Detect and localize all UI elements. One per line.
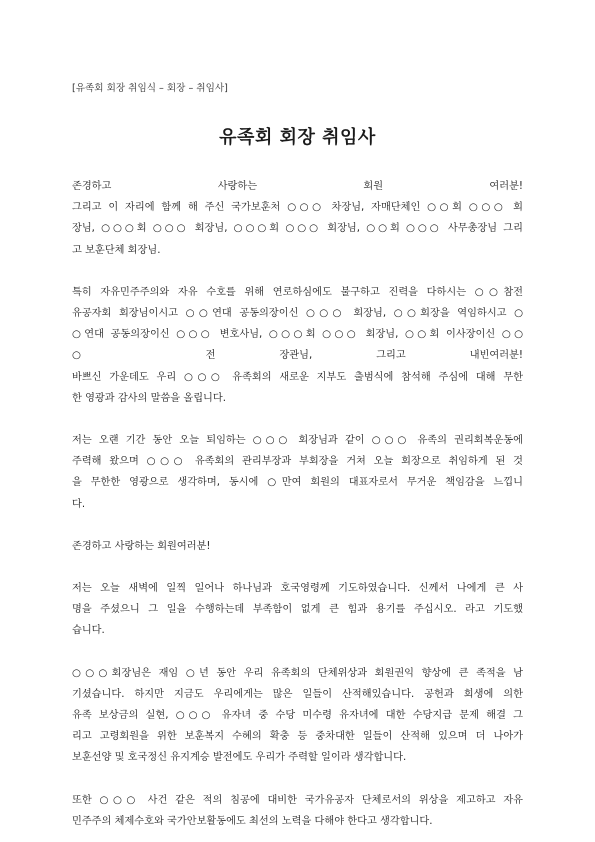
paragraph — [72, 176, 523, 261]
text-line: 주력해 왔으며 ○○○ 유족회의 관리부장과 부회장을 거쳐 오늘 회장으로 취임하게 된 것 — [72, 456, 523, 468]
text-line: ○○○회장님은 재임 ○년 동안 우리 유족회의 단체위상과 회원권익 향상에 큰 족적을 남 — [72, 667, 523, 679]
paragraph — [72, 578, 523, 642]
text-line: 존경하고 사랑하는 회원 여러분! — [72, 181, 523, 192]
text-line: 또한 ○○○ 사건 같은 적의 침공에 대비한 국가유공자 단체로서의 위상을 제고하고 자유 — [72, 794, 523, 806]
paragraph — [72, 430, 523, 515]
text-line: 저는 오늘 새벽에 일찍 일어나 하나님과 호국영령께 기도하였습니다. 신께서 나에게 큰 사 — [72, 583, 523, 595]
document-title: 유족회 회장 취임사 — [219, 127, 376, 148]
text-line: 유공자회 회장님이시고 ○○연대 공동의장이신 ○○○ 회장님, ○○회장을 역임하시고 ○ — [72, 308, 523, 320]
paragraph — [72, 663, 523, 769]
text-line: 그리고 이 자리에 함께 해 주신 국가보훈처 ○○○ 차장님, 자매단체인 ○○회 ○○○ 회 — [72, 202, 523, 214]
paragraph — [72, 282, 523, 409]
text-line: ○연대 공동의장이신 ○○○ 변호사님, ○○○회 ○○○ 회장님, ○○회 이사장이신 ○○ — [72, 329, 523, 341]
text-line: 저는 오랜 기간 동안 오늘 퇴임하는 ○○○ 회장님과 같이 ○○○ 유족의 권리회복운동에 — [72, 435, 523, 447]
text-line: 고 보훈단체 회장님. — [72, 244, 161, 256]
text-line: 유족 보상금의 실현, ○○○ 유자녀 중 수당 미수령 유자녀에 대한 수당지급 문제 해결 그 — [72, 710, 523, 722]
text-line: 존경하고 사랑하는 회원여러분! — [72, 540, 211, 552]
text-line: 장님, ○○○회 ○○○ 회장님, ○○○회 ○○○ 회장님, ○○회 ○○○ 사무총장님 그리 — [72, 223, 523, 235]
paragraph — [72, 536, 523, 557]
text-line: 보훈선양 및 호국정신 유지계승 발전에도 우리가 주력할 일이라 생각합니다. — [72, 752, 407, 764]
text-line: 습니다. — [72, 625, 105, 637]
text-line: ○ 전 장관님, 그리고 내빈여러분! — [72, 350, 523, 362]
document-body — [72, 176, 523, 832]
header-tag: [유족회 회장 취임식 – 회장 – 취임사] — [72, 83, 228, 94]
text-line: 특히 자유민주주의와 자유 수호를 위해 연로하심에도 불구하고 진력을 다하시는 ○○참전 — [72, 286, 523, 298]
paragraph — [72, 790, 523, 832]
text-line: 민주주의 체제수호와 국가안보활동에도 최선의 노력을 다해야 한다고 생각합니다. — [72, 815, 433, 827]
text-line: 을 무한한 영광으로 생각하며, 동시에 ○만여 회원의 대표자로서 무거운 책임감을 느낍니 — [72, 477, 523, 489]
text-line: 리고 고령회원을 위한 보훈복지 수혜의 확충 등 중차대한 일들이 산적해 있으며 더 나아가 — [72, 731, 523, 743]
text-line: 다. — [72, 498, 86, 510]
text-line: 기셨습니다. 하지만 지금도 우리에게는 많은 일들이 산적해있습니다. 공헌과 희생에 의한 — [72, 688, 523, 700]
text-line: 바쁘신 가운데도 우리 ○○○ 유족회의 새로운 지부도 출범식에 참석해 주심에 대해 무한 — [72, 371, 523, 383]
text-line: 명을 주셨으니 그 일을 수행하는데 부족함이 없게 큰 힘과 용기를 주십시오. 라고 기도했 — [72, 604, 523, 616]
text-line: 한 영광과 감사의 말씀을 올립니다. — [72, 392, 226, 404]
